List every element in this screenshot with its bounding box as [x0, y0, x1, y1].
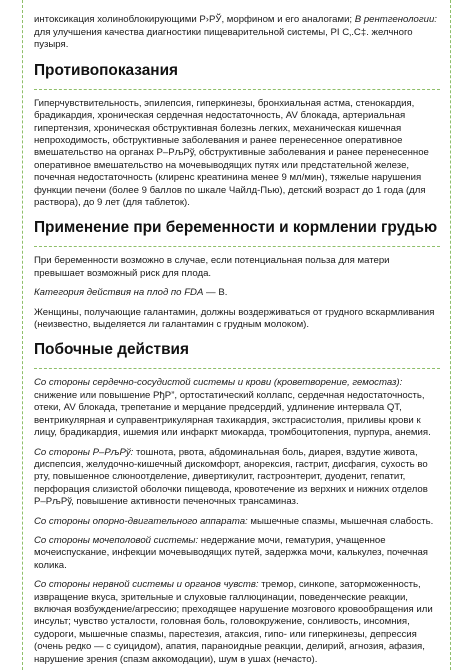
side-effect-category: Со стороны нервной системы и органов чувств:: [34, 579, 259, 591]
pregnancy-paragraph-3: Женщины, получающие галантамин, должны воздерживаться от грудного вскармливания (неизвестно, выделяется ли галантамин с грудным молоком).: [34, 306, 435, 331]
side-effect-item: [34, 579, 440, 666]
side-effect-category: Со стороны мочеполовой системы:: [34, 534, 199, 546]
side-effect-item: [34, 377, 440, 439]
side-effect-category: Со стороны опорно-двигательного аппарата:: [34, 515, 248, 527]
section-divider: [34, 89, 440, 90]
contraindications-text: Гиперчувствительность, эпилепсия, гиперкинезы, бронхиальная астма, стенокардия, брадикардия, хроническая сердечная недостаточность, AV блокада, артериальная гипертензия, хроническая обструктивная болезнь легких, механическая кишечная непроходимость, обструктивные заболевания и ранее перенесенное оперативное вмешательство на органах Р–РљРў, обструктивные заболевания и ранее перенесенное оперативное вмешательство на мочевыводящих путях или предстательной железе, почечная недостаточность (клиренс креатинина менее 9 мл/мин), тяжелые нарушения функции печени (более 9 баллов по шкале Чайлд-Пью), детский возраст до 1 года (для раствора), до 9 лет (для таблеток).: [34, 97, 429, 209]
pregnancy-heading: Применение при беременности и кормлении грудью: [34, 219, 438, 237]
intro-paragraph: [34, 14, 440, 52]
side-effect-text: тремор, синкопе, заторможенность, извращение вкуса, зрительные и слуховые галлюцинации, поведенческие реакции, включая возбуждение/агрессию; преходящее нарушение мозгового кровообращения или инсульт; чувство усталости, головная боль, головокружение, сонливость, инсомния, судороги, мышечные спазмы, парестезия, атаксия, гипо- или гиперкинезы, депрессия (очень редко — с суицидом), апатия, параноидные реакции, делирий, агнозия, афазия, нарушение зрения (спазм аккомодации), шум в ушах (нечасто).: [34, 579, 433, 665]
side-effect-item: [34, 447, 440, 509]
pregnancy-fda-category: [34, 287, 440, 299]
side-effect-item: [34, 535, 440, 572]
side-effects-heading: Побочные действия: [34, 341, 189, 359]
left-margin-rule: [22, 0, 23, 670]
intro-text: интоксикация холиноблокирующими Р›РЎ, морфином и его аналогами;: [34, 14, 355, 25]
contraindications-heading: Противопоказания: [34, 61, 179, 79]
intro-emphasis: В рентгенологии:: [354, 14, 437, 25]
side-effect-text: снижение или повышение РђР”, ортостатический коллапс, сердечная недостаточность, отеки, AV блокада, трепетание и мерцание предсердий, удлинение интервала QT, вентрикулярная и суправентрикулярная тахикардия, экстрасистолия, приливы крови к лицу, брадикардия, ишемия или инфаркт миокарда, тромбоцитопения, пурпура, анемия.: [34, 389, 431, 439]
side-effect-text: недержание мочи, гематурия, учащенное мочеиспускание, инфекции мочевыводящих путей, задержка мочи, калькулез, почечная колика.: [34, 534, 428, 571]
side-effect-text: тошнота, рвота, абдоминальная боль, диарея, вздутие живота, диспепсия, желудочно-кишечный дискомфорт, анорексия, гастрит, дисфагия, сухость во рту, повышенное слюноотделение, дивертикулит, гастроэнтерит, дуоденит, гепатит, перфорация слизистой оболочки пищевода, кровотечение из верхних и нижних отделов Р–РљРў, повышение активности печеночных трансаминаз.: [34, 446, 428, 508]
side-effect-text: мышечные спазмы, мышечная слабость.: [247, 515, 434, 527]
pregnancy-paragraph-1: При беременности возможно в случае, если потенциальная польза для матери превышает возможный риск для плода.: [34, 255, 390, 279]
right-margin-rule: [450, 0, 451, 670]
side-effect-item: [34, 516, 440, 528]
fda-category-label: Категория действия на плод по FDA: [34, 287, 204, 299]
section-divider: [34, 368, 440, 369]
side-effect-category: Со стороны сердечно-сосудистой системы и крови (кроветворение, гемостаз):: [34, 377, 403, 389]
fda-category-value: — B.: [203, 287, 228, 299]
side-effect-category: Со стороны Р–РљРў:: [34, 446, 134, 458]
intro-text-continued: для улучшения качества диагностики пищеварительной системы, РІ С‚.С‡. желчного пузыря.: [34, 26, 413, 51]
section-divider: [34, 246, 440, 247]
